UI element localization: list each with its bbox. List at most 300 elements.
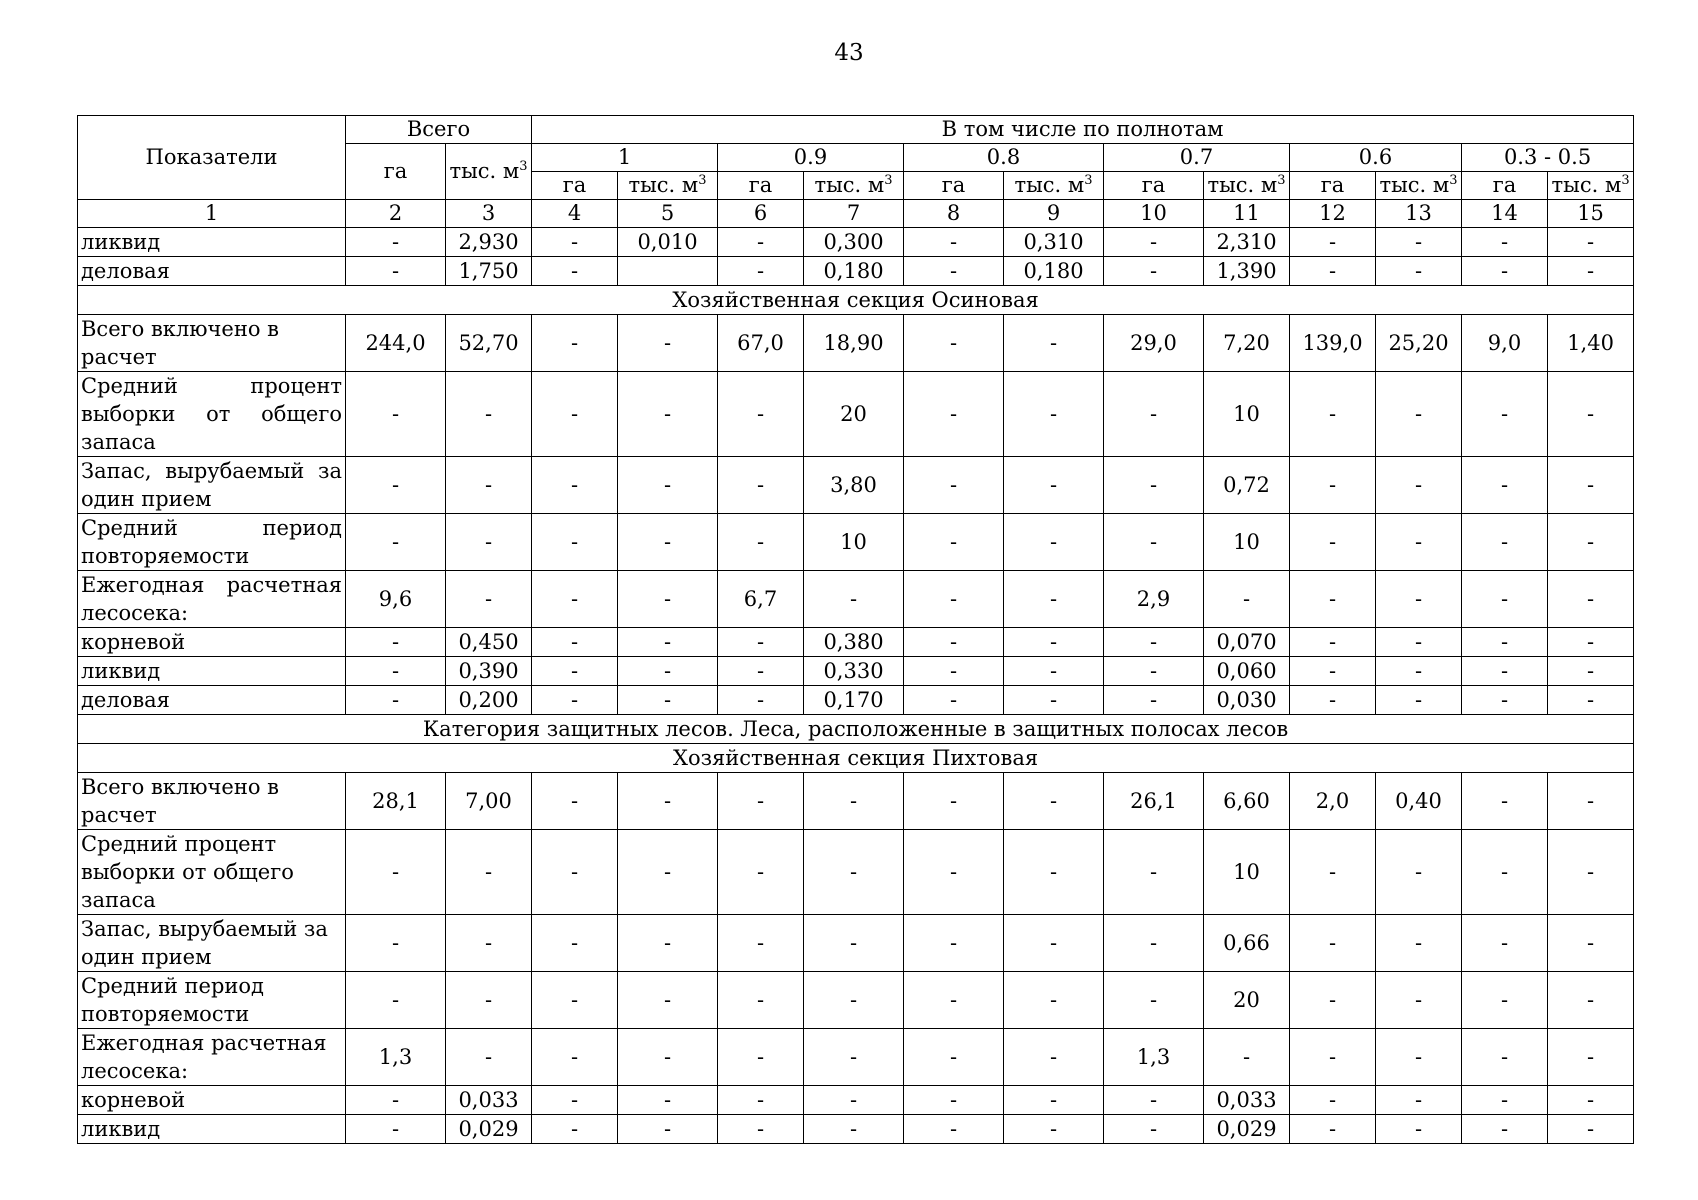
table-cell: - (1462, 514, 1548, 571)
table-cell: - (718, 1115, 804, 1144)
table-cell: - (1004, 830, 1104, 915)
table-cell: - (1104, 257, 1204, 286)
table-cell: 20 (804, 372, 904, 457)
table-cell: - (346, 257, 446, 286)
section-row (78, 286, 1634, 315)
table-cell: - (1548, 372, 1634, 457)
row-label: деловая (78, 686, 346, 715)
table-cell: - (532, 257, 618, 286)
table-cell: - (618, 1086, 718, 1115)
table-cell: - (1004, 686, 1104, 715)
table-cell: - (718, 773, 804, 830)
table-cell: 0,330 (804, 657, 904, 686)
table-cell: - (718, 457, 804, 514)
table-cell: - (618, 628, 718, 657)
table-cell: - (1290, 514, 1376, 571)
row-label: Всего включено в расчет (78, 773, 346, 830)
table-row (78, 657, 1634, 686)
table-cell: - (718, 257, 804, 286)
column-number: 9 (1004, 200, 1104, 228)
table-cell: 0,060 (1204, 657, 1290, 686)
table-cell: - (718, 1086, 804, 1115)
table-cell: 0,010 (618, 228, 718, 257)
table-cell: 0,033 (446, 1086, 532, 1115)
header-unit-vol: тыс. $м^3$ (618, 172, 718, 200)
table-cell: - (1104, 372, 1204, 457)
row-label: Запас, вырубаемый за один прием (78, 457, 346, 514)
table-cell: - (804, 972, 904, 1029)
table-cell: - (1548, 915, 1634, 972)
table-cell: - (1104, 972, 1204, 1029)
table-cell: 10 (804, 514, 904, 571)
table-cell: - (1548, 686, 1634, 715)
table-cell: - (1004, 972, 1104, 1029)
table-cell: - (1462, 571, 1548, 628)
table-cell: - (1462, 657, 1548, 686)
table-cell: - (1004, 1029, 1104, 1086)
table-cell: - (1548, 457, 1634, 514)
table-cell: 0,310 (1004, 228, 1104, 257)
table-cell: - (346, 372, 446, 457)
table-cell: - (1548, 773, 1634, 830)
header-total-unit-vol: тыс. $м^3$ (446, 144, 532, 200)
table-cell: - (1004, 514, 1104, 571)
table-cell: - (532, 773, 618, 830)
table-cell: - (1004, 1115, 1104, 1144)
table-cell: - (1104, 657, 1204, 686)
table-header (78, 116, 1634, 228)
column-number: 7 (804, 200, 904, 228)
table-cell: - (1548, 830, 1634, 915)
table-row (78, 571, 1634, 628)
table-cell: 6,60 (1204, 773, 1290, 830)
table-cell: - (1004, 773, 1104, 830)
table-cell: - (1548, 257, 1634, 286)
table-cell: - (904, 1086, 1004, 1115)
header-unit-ha: га (532, 172, 618, 200)
column-number: 8 (904, 200, 1004, 228)
table-cell: 20 (1204, 972, 1290, 1029)
row-label: Ежегодная расчетная лесосека: (78, 571, 346, 628)
table-cell: - (346, 830, 446, 915)
table-cell: - (1104, 686, 1204, 715)
table-cell: - (1462, 628, 1548, 657)
table-cell: - (446, 1029, 532, 1086)
header-unit-vol: тыс. $м^3$ (1004, 172, 1104, 200)
table-cell: - (904, 657, 1004, 686)
header-column-numbers (78, 200, 1634, 228)
table-cell: - (1462, 228, 1548, 257)
table-cell: - (718, 514, 804, 571)
table-cell: 1,3 (1104, 1029, 1204, 1086)
table-cell: - (1462, 686, 1548, 715)
section-title: Хозяйственная секция Пихтовая (78, 744, 1634, 773)
table-cell: - (446, 571, 532, 628)
table-cell: - (1290, 571, 1376, 628)
table-cell: 0,390 (446, 657, 532, 686)
table-cell: - (1376, 514, 1462, 571)
row-label: Запас, вырубаемый за один прием (78, 915, 346, 972)
table-cell: 10 (1204, 830, 1290, 915)
table-cell: - (904, 1115, 1004, 1144)
row-label: корневой (78, 628, 346, 657)
table-cell: - (532, 228, 618, 257)
table-cell: - (1548, 1086, 1634, 1115)
table-cell: 2,9 (1104, 571, 1204, 628)
table-cell: - (1104, 1115, 1204, 1144)
table-cell: - (718, 830, 804, 915)
table-cell: - (1104, 628, 1204, 657)
table-row (78, 915, 1634, 972)
table-row (78, 830, 1634, 915)
table-row (78, 514, 1634, 571)
table-cell: - (618, 972, 718, 1029)
table-row (78, 457, 1634, 514)
table-cell: 9,6 (346, 571, 446, 628)
table-cell: - (1462, 257, 1548, 286)
table-cell: 0,450 (446, 628, 532, 657)
table-cell: - (804, 571, 904, 628)
table-row (78, 228, 1634, 257)
header-unit-ha: га (1290, 172, 1376, 200)
table-cell: - (1376, 972, 1462, 1029)
column-number: 14 (1462, 200, 1548, 228)
table-row (78, 1086, 1634, 1115)
table-cell: - (718, 686, 804, 715)
table-cell: - (532, 571, 618, 628)
table-row (78, 773, 1634, 830)
table-row (78, 972, 1634, 1029)
table-cell: - (446, 514, 532, 571)
table-cell: 0,029 (1204, 1115, 1290, 1144)
table-cell: - (1104, 457, 1204, 514)
column-number: 5 (618, 200, 718, 228)
row-label: Всего включено в расчет (78, 315, 346, 372)
table-cell: 0,180 (1004, 257, 1104, 286)
table-cell: - (446, 457, 532, 514)
table-cell: - (1004, 628, 1104, 657)
table-cell: - (1376, 657, 1462, 686)
table-row (78, 372, 1634, 457)
table-cell: - (1462, 972, 1548, 1029)
table-cell: - (1004, 915, 1104, 972)
table-row (78, 1115, 1634, 1144)
table-cell: - (904, 257, 1004, 286)
table-cell: - (446, 972, 532, 1029)
table-cell: - (346, 628, 446, 657)
table-cell: - (618, 830, 718, 915)
column-number: 11 (1204, 200, 1290, 228)
row-label: Средний процент выборки от общего запаса (78, 830, 346, 915)
table-cell: - (904, 228, 1004, 257)
table-cell: - (532, 372, 618, 457)
table-cell: - (532, 457, 618, 514)
table-cell: - (718, 1029, 804, 1086)
row-label: Средний процент выборки от общего запаса (78, 372, 346, 457)
table-cell: 0,070 (1204, 628, 1290, 657)
table-cell: - (1376, 830, 1462, 915)
table-cell: - (1104, 228, 1204, 257)
table-cell: - (618, 457, 718, 514)
section-row (78, 744, 1634, 773)
row-label: корневой (78, 1086, 346, 1115)
column-number: 2 (346, 200, 446, 228)
table-cell: - (532, 686, 618, 715)
table-cell: - (1290, 372, 1376, 457)
table-cell: - (1462, 830, 1548, 915)
table-body (78, 228, 1634, 1144)
row-label: ликвид (78, 657, 346, 686)
column-number: 15 (1548, 200, 1634, 228)
table-cell: - (1376, 1086, 1462, 1115)
table-cell: - (346, 228, 446, 257)
section-title: Категория защитных лесов. Леса, расположенные в защитных полосах лесов (78, 715, 1634, 744)
table-cell: - (346, 915, 446, 972)
table-cell: - (904, 1029, 1004, 1086)
header-indicators: Показатели (78, 116, 346, 200)
table-cell: - (1104, 830, 1204, 915)
table-cell: 1,3 (346, 1029, 446, 1086)
table-cell: - (1462, 372, 1548, 457)
table-cell: 0,300 (804, 228, 904, 257)
table-cell: - (1548, 972, 1634, 1029)
table-cell: - (904, 773, 1004, 830)
table-cell: - (1376, 228, 1462, 257)
header-unit-vol: тыс. $м^3$ (1204, 172, 1290, 200)
table-row (78, 257, 1634, 286)
table-cell: - (904, 830, 1004, 915)
table-cell: - (1290, 1086, 1376, 1115)
table-cell: 7,00 (446, 773, 532, 830)
table-cell: - (1004, 315, 1104, 372)
table-cell: - (1462, 915, 1548, 972)
table-cell: - (1462, 1115, 1548, 1144)
column-number: 4 (532, 200, 618, 228)
table-cell: - (904, 457, 1004, 514)
table-cell: 18,90 (804, 315, 904, 372)
table-cell: - (1548, 628, 1634, 657)
table-cell: - (1376, 1115, 1462, 1144)
table-cell: - (1376, 257, 1462, 286)
table-row (78, 628, 1634, 657)
table-cell: - (718, 915, 804, 972)
table-cell: - (904, 972, 1004, 1029)
header-density: 0.7 (1104, 144, 1290, 172)
header-by-density: В том числе по полнотам (532, 116, 1634, 144)
table-cell: - (904, 571, 1004, 628)
table-cell: - (618, 773, 718, 830)
table-cell: - (532, 315, 618, 372)
header-total-unit-ha: га (346, 144, 446, 200)
table-cell: - (1462, 773, 1548, 830)
table-cell: 29,0 (1104, 315, 1204, 372)
table-cell: 28,1 (346, 773, 446, 830)
header-unit-vol: тыс. $м^3$ (1548, 172, 1634, 200)
table-cell: - (1548, 514, 1634, 571)
table-cell: - (1290, 1115, 1376, 1144)
table-cell: 3,80 (804, 457, 904, 514)
table-cell: 0,170 (804, 686, 904, 715)
table-cell: - (904, 628, 1004, 657)
table-cell: - (718, 657, 804, 686)
table-cell: - (532, 1086, 618, 1115)
table-cell: - (804, 1115, 904, 1144)
table-cell: - (618, 915, 718, 972)
table-cell: - (532, 628, 618, 657)
table-cell: - (346, 972, 446, 1029)
table-cell: - (1462, 457, 1548, 514)
table-cell: - (904, 315, 1004, 372)
table-cell: - (618, 372, 718, 457)
table-cell: - (346, 657, 446, 686)
table-cell: - (1290, 1029, 1376, 1086)
row-label: Ежегодная расчетная лесосека: (78, 1029, 346, 1086)
table-cell: 26,1 (1104, 773, 1204, 830)
table-cell: 1,750 (446, 257, 532, 286)
table-cell: - (1004, 1086, 1104, 1115)
table-cell: - (804, 830, 904, 915)
table-cell: - (1376, 571, 1462, 628)
table-cell: - (346, 514, 446, 571)
table-cell: - (618, 571, 718, 628)
table-cell: - (1376, 1029, 1462, 1086)
table-cell: - (618, 1029, 718, 1086)
table-cell: - (1104, 1086, 1204, 1115)
header-unit-ha: га (904, 172, 1004, 200)
table-cell: - (346, 686, 446, 715)
table-cell: - (1204, 1029, 1290, 1086)
table-cell: 9,0 (1462, 315, 1548, 372)
table-cell: - (346, 1115, 446, 1144)
table-cell: - (532, 657, 618, 686)
table-cell: - (1548, 657, 1634, 686)
table-cell: - (1004, 457, 1104, 514)
table-cell: 10 (1204, 514, 1290, 571)
table-row (78, 686, 1634, 715)
table-cell: - (1290, 915, 1376, 972)
table-cell: 10 (1204, 372, 1290, 457)
table-cell: - (1376, 628, 1462, 657)
table-cell: - (1376, 457, 1462, 514)
table-cell: - (446, 915, 532, 972)
section-row (78, 715, 1634, 744)
table-cell: 7,20 (1204, 315, 1290, 372)
table-cell: 0,66 (1204, 915, 1290, 972)
column-number: 13 (1376, 200, 1462, 228)
table-cell: - (532, 915, 618, 972)
table-cell (618, 257, 718, 286)
table-cell: - (1290, 257, 1376, 286)
header-total: Всего (346, 116, 532, 144)
table-cell: - (904, 915, 1004, 972)
table-cell: - (1004, 372, 1104, 457)
table-cell: 2,930 (446, 228, 532, 257)
table-cell: - (532, 1115, 618, 1144)
table-cell: 244,0 (346, 315, 446, 372)
table-cell: - (718, 628, 804, 657)
table-cell: 2,0 (1290, 773, 1376, 830)
forest-data-table (77, 115, 1634, 1144)
table-cell: - (718, 372, 804, 457)
row-label: Средний период повторяемости (78, 514, 346, 571)
table-cell: - (618, 1115, 718, 1144)
table-cell: 1,40 (1548, 315, 1634, 372)
table-cell: 67,0 (718, 315, 804, 372)
table-cell: - (346, 457, 446, 514)
table-cell: - (718, 972, 804, 1029)
header-unit-ha: га (1104, 172, 1204, 200)
table-cell: 1,390 (1204, 257, 1290, 286)
column-number: 3 (446, 200, 532, 228)
table-cell: - (1290, 657, 1376, 686)
table-row (78, 315, 1634, 372)
table-cell: - (904, 514, 1004, 571)
column-number: 12 (1290, 200, 1376, 228)
table-cell: - (532, 830, 618, 915)
table-cell: - (618, 686, 718, 715)
table-cell: - (1004, 657, 1104, 686)
header-unit-vol: тыс. $м^3$ (1376, 172, 1462, 200)
row-label: ликвид (78, 1115, 346, 1144)
table-cell: - (804, 915, 904, 972)
table-cell: - (532, 514, 618, 571)
table-cell: - (1290, 972, 1376, 1029)
table-row (78, 1029, 1634, 1086)
table-cell: 6,7 (718, 571, 804, 628)
table-cell: - (904, 686, 1004, 715)
row-label: деловая (78, 257, 346, 286)
table-cell: - (618, 315, 718, 372)
header-density: 0.9 (718, 144, 904, 172)
table-cell: - (1462, 1086, 1548, 1115)
table-cell: - (1462, 1029, 1548, 1086)
table-cell: 0,180 (804, 257, 904, 286)
table-cell: 0,40 (1376, 773, 1462, 830)
header-density: 0.8 (904, 144, 1104, 172)
header-density: 1 (532, 144, 718, 172)
page-number: 43 (834, 40, 864, 66)
table-cell: 0,380 (804, 628, 904, 657)
header-density: 0.6 (1290, 144, 1462, 172)
table-cell: - (804, 1086, 904, 1115)
table-cell: 0,72 (1204, 457, 1290, 514)
table-cell: - (1290, 686, 1376, 715)
table-cell: - (618, 514, 718, 571)
table-cell: 0,030 (1204, 686, 1290, 715)
table-cell: - (346, 1086, 446, 1115)
column-number: 10 (1104, 200, 1204, 228)
table-cell: - (1290, 457, 1376, 514)
table-cell: 52,70 (446, 315, 532, 372)
table-cell: 0,200 (446, 686, 532, 715)
row-label: ликвид (78, 228, 346, 257)
table-cell: - (1548, 228, 1634, 257)
table-cell: - (904, 372, 1004, 457)
row-label: Средний период повторяемости (78, 972, 346, 1029)
header-density: 0.3 - 0.5 (1462, 144, 1634, 172)
table-cell: 139,0 (1290, 315, 1376, 372)
table-cell: - (1290, 830, 1376, 915)
table-cell: - (1004, 571, 1104, 628)
header-unit-vol: тыс. $м^3$ (804, 172, 904, 200)
table-cell: - (1104, 915, 1204, 972)
table-cell: 2,310 (1204, 228, 1290, 257)
section-title: Хозяйственная секция Осиновая (78, 286, 1634, 315)
table-cell: - (1104, 514, 1204, 571)
header-unit-ha: га (1462, 172, 1548, 200)
table-cell: 0,029 (446, 1115, 532, 1144)
column-number: 6 (718, 200, 804, 228)
